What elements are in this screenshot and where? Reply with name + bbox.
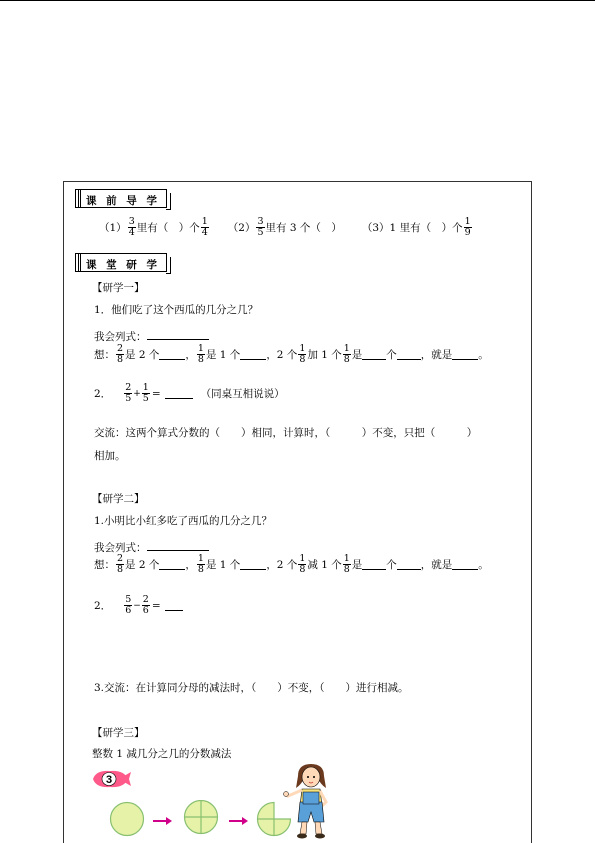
fraction: $\frac{2}{8}$ [117, 343, 124, 365]
section-header-pre-study [75, 189, 167, 208]
study1-formula [94, 329, 209, 343]
answer-blank [165, 600, 183, 611]
study1-exchange-cont: 相加。 [94, 450, 126, 462]
fraction: $\frac{1}{4}$ [201, 216, 208, 238]
answer-blank [147, 329, 209, 340]
answer-blank [452, 349, 478, 360]
study1-question2: 2． $\frac{2}{5}$ + $\frac{1}{5}$ = （同桌互相说说） [94, 382, 285, 404]
fraction: $\frac{1}{8}$ [197, 553, 204, 575]
fraction: $\frac{1}{8}$ [299, 553, 306, 575]
answer-blank [240, 559, 266, 570]
fraction: $\frac{3}{4}$ [128, 216, 135, 238]
fraction: $\frac{1}{8}$ [343, 553, 350, 575]
section-title: 课 前 导 学 [86, 195, 160, 207]
arrow-right-icon [229, 817, 248, 825]
q1-number: （1） [99, 222, 127, 234]
badge-number: 3 [105, 774, 113, 786]
fraction: $\frac{3}{5}$ [257, 216, 264, 238]
study3-line: 整数 1 减几分之几的分数减法 [92, 748, 232, 760]
section-title: 课 堂 研 学 [86, 259, 160, 271]
circle-sequence [108, 800, 298, 838]
whole-circle-icon [111, 803, 144, 836]
girl-illustration [280, 762, 342, 841]
answer-blank [159, 559, 185, 570]
worksheet-box [63, 181, 532, 843]
answer-blank [452, 559, 478, 570]
fraction: $\frac{5}{6}$ [125, 594, 132, 616]
study1-heading: 【研学一】 [92, 282, 145, 294]
answer-blank [165, 388, 193, 399]
fraction: $\frac{1}{8}$ [197, 343, 204, 365]
study2-formula [94, 540, 209, 554]
study2-think: 想： $\frac{2}{8}$ 是 2 个 ， $\frac{1}{8}$ 是 1 个 ，2 个 $\frac{1}{8}$ 减 1 个 $\frac{1}{8}$ 是 个 ，就是 。 [94, 553, 489, 575]
fraction: $\frac{2}{6}$ [142, 594, 149, 616]
study2-heading: 【研学二】 [92, 493, 145, 505]
q1-text: 里有（ ）个 [136, 222, 200, 234]
answer-blank [397, 349, 421, 360]
arrow-right-icon [153, 817, 172, 825]
q2-text: 里有 3 个（ ） [265, 222, 342, 234]
fraction: $\frac{2}{8}$ [117, 553, 124, 575]
answer-blank [362, 349, 386, 360]
study1-think: 想： $\frac{2}{8}$ 是 2 个 ， $\frac{1}{8}$ 是 1 个 ，2 个 $\frac{1}{8}$ 加 1 个 $\frac{1}{8}$ 是 个 ，就是 。 [94, 343, 489, 365]
top-rule [0, 0, 595, 1]
study2-exchange: 3.交流：在计算同分母的减法时，（ ）不变，（ ）进行相减。 [94, 682, 409, 694]
formula-label: 我会列式： [94, 542, 147, 554]
study1-question: 1．他们吃了这个西瓜的几分之几？ [94, 304, 259, 316]
fraction: $\frac{2}{5}$ [125, 382, 132, 404]
answer-blank [362, 559, 386, 570]
fraction: $\frac{1}{5}$ [142, 382, 149, 404]
section-header-class-study [75, 253, 167, 272]
pre-study-questions [99, 217, 473, 238]
study1-exchange: 交流：这两个算式分数的（ ）相同，计算时，（ ）不变，只把（ ） [94, 427, 478, 439]
answer-blank [397, 559, 421, 570]
q3-text: （3）1 里有（ ）个 [361, 222, 463, 234]
fraction: $\frac{1}{8}$ [299, 343, 306, 365]
fraction: $\frac{1}{9}$ [464, 216, 471, 238]
q2-number: （2） [227, 222, 256, 234]
example-badge-icon [90, 768, 132, 790]
answer-blank [159, 349, 185, 360]
study2-question2: 2． $\frac{5}{6}$ − $\frac{2}{6}$ = [94, 595, 183, 616]
study2-question: 1.小明比小红多吃了西瓜的几分之几？ [94, 515, 273, 527]
answer-blank [147, 540, 209, 551]
study3-heading: 【研学三】 [92, 727, 145, 739]
fraction: $\frac{1}{8}$ [343, 343, 350, 365]
quartered-circle-icon [185, 801, 218, 834]
formula-label: 我会列式： [94, 331, 147, 343]
answer-blank [240, 349, 266, 360]
